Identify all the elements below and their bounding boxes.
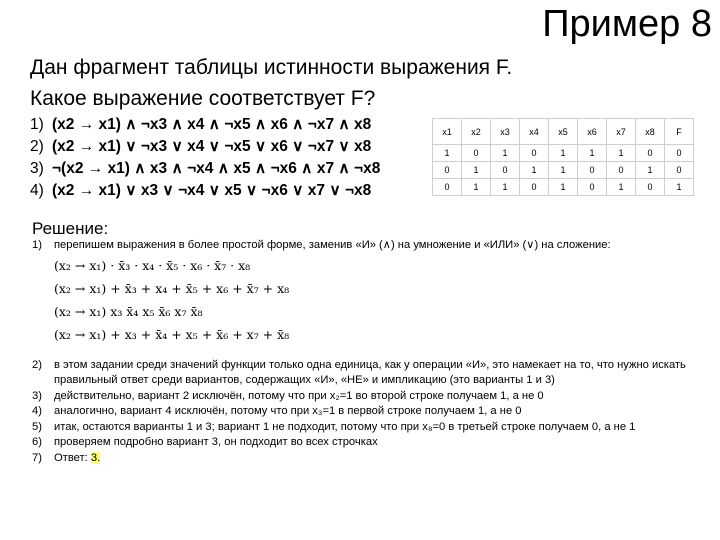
- header-cell: x8: [636, 119, 665, 145]
- step-text: действительно, вариант 2 исключён, потому что при x₂=1 во второй строке получаем 1, а не 0: [54, 389, 544, 402]
- step-number: 3): [32, 389, 42, 402]
- slide-title: Пример 8: [542, 3, 712, 45]
- formula-list: [54, 254, 712, 346]
- question-line-1: Дан фрагмент таблицы истинности выражения F.: [30, 56, 513, 79]
- option-4: [30, 180, 380, 202]
- solution-step-6: [32, 435, 712, 451]
- table-cell: 1: [607, 145, 636, 162]
- option-expression: ¬(x2 → x1) ∧ x3 ∧ ¬x4 ∧ x5 ∧ ¬x6 ∧ x7 ∧ ¬x8: [52, 160, 381, 177]
- header-cell: F: [665, 119, 694, 145]
- step-number: 4): [32, 405, 42, 417]
- header-cell: x4: [520, 119, 549, 145]
- option-3: [30, 158, 380, 180]
- step-text: в этом задании среди значений функции только одна единица, как у операции «И», это намекает на то, что нужно искать правильный ответ среди вариантов, содержащих «И», «НЕ» и импликацию (это варианты 1 и 3): [54, 358, 686, 386]
- option-1: [30, 114, 380, 136]
- answer-line: [54, 451, 712, 467]
- truth-table: [432, 118, 694, 196]
- header-cell: x7: [607, 119, 636, 145]
- step-number: 1): [32, 239, 42, 251]
- solution-step-3: [32, 389, 712, 405]
- option-number: 2): [30, 138, 44, 155]
- table-cell: 1: [636, 162, 665, 179]
- header-cell: x6: [578, 119, 607, 145]
- formula-3: (x₂ → x₁) x₃ x̄₄ x₅ x̄₆ x₇ x̄₈: [54, 303, 203, 319]
- table-cell: 1: [491, 145, 520, 162]
- answer-options: [30, 114, 380, 202]
- question-line-2: Какое выражение соответствует F?: [30, 87, 376, 110]
- step-text: перепишем выражения в более простой форме, заменив «И» (∧) на умножение и «ИЛИ» (∨) на сложение:: [54, 239, 611, 251]
- question: [30, 52, 512, 114]
- table-cell: 1: [549, 179, 578, 196]
- solution-step-1: [32, 238, 712, 254]
- option-number: 3): [30, 160, 44, 177]
- step-text: аналогично, вариант 4 исключён, потому что при x₃=1 в первой строке получаем 1, а не 0: [54, 405, 522, 417]
- table-cell: 0: [665, 162, 694, 179]
- formula-2: (x₂ → x₁) + x̄₃ + x₄ + x̄₅ + x₆ + x̄₇ + x₈: [54, 280, 290, 296]
- table-cell: 0: [433, 179, 462, 196]
- option-2: [30, 136, 380, 158]
- solution-step-2: [32, 358, 712, 389]
- table-cell: 1: [607, 179, 636, 196]
- table-cell: 1: [462, 179, 491, 196]
- header-cell: x5: [549, 119, 578, 145]
- table-cell: 0: [520, 145, 549, 162]
- formula-1: (x₂ → x₁) · x̄₃ · x₄ · x̄₅ · x₆ · x̄₇ · x₈: [54, 257, 251, 273]
- solution-step-7: [32, 451, 712, 467]
- table-cell: 0: [491, 162, 520, 179]
- table-cell: 0: [607, 162, 636, 179]
- table-row: [433, 145, 694, 162]
- table-cell: 1: [462, 162, 491, 179]
- step-number: 6): [32, 436, 42, 448]
- table-row: [433, 179, 694, 196]
- header-cell: x1: [433, 119, 462, 145]
- truth-table-header-row: [433, 119, 694, 145]
- table-cell: 0: [520, 179, 549, 196]
- option-number: 1): [30, 116, 44, 133]
- table-cell: 0: [578, 179, 607, 196]
- header-cell: x2: [462, 119, 491, 145]
- table-cell: 1: [549, 145, 578, 162]
- answer-label: Ответ:: [54, 451, 91, 464]
- step-text: итак, остаются варианты 1 и 3; вариант 1 не подходит, потому что при x₈=0 в третьей строке получаем 0, а не 1: [54, 420, 636, 433]
- table-cell: 0: [665, 145, 694, 162]
- table-cell: 1: [665, 179, 694, 196]
- option-number: 4): [30, 182, 44, 199]
- table-cell: 0: [578, 162, 607, 179]
- table-row: [433, 162, 694, 179]
- formula-4: (x₂ → x₁) + x₃ + x̄₄ + x₅ + x̄₆ + x₇ + x̄₈: [54, 326, 290, 342]
- table-cell: 0: [462, 145, 491, 162]
- solution-step-4: [32, 404, 712, 420]
- table-cell: 0: [636, 179, 665, 196]
- table-cell: 1: [578, 145, 607, 162]
- step-number: 5): [32, 420, 42, 433]
- header-cell: x3: [491, 119, 520, 145]
- table-cell: 1: [491, 179, 520, 196]
- option-expression: (x2 → x1) ∧ ¬x3 ∧ x4 ∧ ¬x5 ∧ x6 ∧ ¬x7 ∧ x8: [52, 116, 372, 133]
- solution-heading: Решение:: [32, 219, 109, 238]
- table-cell: 0: [433, 162, 462, 179]
- table-cell: 1: [549, 162, 578, 179]
- answer-value: 3.: [90, 451, 101, 464]
- solution-steps: [32, 238, 712, 466]
- table-cell: 0: [636, 145, 665, 162]
- step-number: 2): [32, 358, 42, 371]
- step-number: 7): [32, 451, 42, 464]
- table-cell: 1: [433, 145, 462, 162]
- option-expression: (x2 → x1) ∨ ¬x3 ∨ x4 ∨ ¬x5 ∨ x6 ∨ ¬x7 ∨ x8: [52, 138, 372, 155]
- table-cell: 1: [520, 162, 549, 179]
- option-expression: (x2 → x1) ∨ x3 ∨ ¬x4 ∨ x5 ∨ ¬x6 ∨ x7 ∨ ¬x8: [52, 182, 372, 199]
- step-text: проверяем подробно вариант 3, он подходит во всех строчках: [54, 436, 378, 448]
- solution-step-5: [32, 420, 712, 436]
